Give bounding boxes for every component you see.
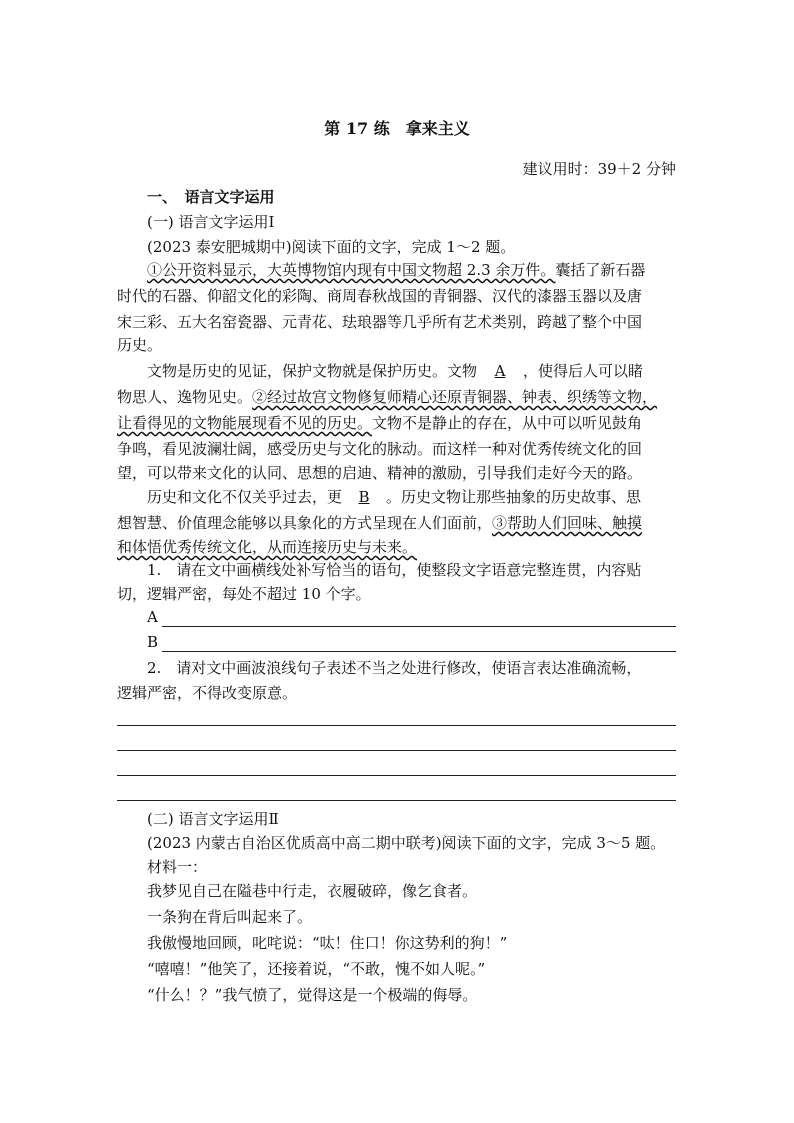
wavy-sentence-3-cont: 和体悟优秀传统文化，从而连接历史与未来。 [117, 538, 418, 556]
paragraph-1-line-4: 历史。 [117, 336, 163, 354]
question-2-line-1: 2. 请对文中画波浪线句子表述不当之处进行修改，使语言表达准确流畅， [147, 659, 642, 677]
time-hint: 建议用时：39＋2 分钟 [522, 160, 676, 178]
material-line: “嘻嘻！”他笑了，还接着说，“不敢，愧不如人呢。” [147, 960, 486, 978]
material-line: “什么！？”我气愤了，觉得这是一个极端的侮辱。 [147, 986, 478, 1004]
paragraph-text: 历史和文化不仅关乎过去，更 [147, 488, 343, 506]
paragraph-2-line-3 [117, 410, 642, 437]
paragraph-3-line-2 [117, 510, 642, 537]
material-line: 我傲慢地回顾，叱咤说：“呔！住口！你这势利的狗！” [147, 934, 508, 952]
paragraph-1-line-3: 宋三彩、五大名窑瓷器、元青花、珐琅器等几乎所有艺术类别，跨越了整个中国 [117, 313, 643, 331]
material-line: 一条狗在背后叫起来了。 [147, 908, 313, 926]
answer-line-b[interactable] [162, 651, 676, 652]
source-note-1: (2023 泰安肥城期中)阅读下面的文字，完成 1～2 题。 [147, 238, 516, 256]
page-title: 第 17 练 拿来主义 [324, 119, 470, 138]
paragraph-text: 想智慧、价值理念能够以具象化的方式呈现在人们面前， [117, 514, 493, 532]
paragraph-text: ，使得后人可以睹 [523, 362, 644, 380]
paragraph-3-line-1 [147, 484, 641, 511]
paragraph-1-line-1 [147, 257, 645, 284]
paragraph-text: 。历史文物让那些抽象的历史故事、思 [386, 488, 642, 506]
answer-line-3[interactable] [117, 775, 676, 776]
wavy-sentence-2-cont: 让看得见的文物能展现看不见的历史。 [117, 414, 373, 432]
paragraph-2-line-5: 望，可以带来文化的认同、思想的启迪、精神的激励，引导我们走好今天的路。 [117, 464, 643, 482]
subsection-heading-1: (一) 语言文字运用Ⅰ [147, 213, 275, 231]
answer-line-a[interactable] [162, 626, 676, 627]
wavy-sentence-2: ②经过故宫文物修复师精心还原青铜器、钟表、织绣等文物， [252, 388, 658, 406]
subsection-heading-2: (二) 语言文字运用Ⅱ [147, 810, 279, 828]
paragraph-text: 囊括了新石器 [555, 261, 646, 279]
answer-line-1[interactable] [117, 725, 676, 726]
paragraph-1-line-2: 时代的石器、仰韶文化的彩陶、商周春秋战国的青铜器、汉代的漆器玉器以及唐 [117, 287, 643, 305]
answer-label-a: A [147, 608, 158, 626]
blank-b: B [358, 488, 370, 506]
answer-line-2[interactable] [117, 750, 676, 751]
paragraph-2-line-1 [147, 358, 643, 385]
answer-label-b: B [147, 633, 159, 651]
question-1-line-1: 1. 请在文中画横线处补写恰当的语句，使整段文字语意完整连贯，内容贴 [147, 561, 642, 579]
wavy-sentence-3: ③帮助人们回味、触摸 [492, 514, 643, 532]
material-label: 材料一： [147, 858, 208, 876]
source-note-2: (2023 内蒙古自治区优质高中高二期中联考)阅读下面的文字，完成 3～5 题。 [147, 834, 666, 852]
material-line: 我梦见自己在隘巷中行走，衣履破碎，像乞食者。 [147, 882, 478, 900]
paragraph-text: 文物是历史的见证，保护文物就是保护历史。文物 [147, 362, 478, 380]
question-2-line-2: 逻辑严密，不得改变原意。 [117, 684, 298, 702]
paragraph-2-line-4: 争鸣，看见波澜壮阔，感受历史与文化的脉动。而这样一种对优秀传统文化的回 [117, 440, 643, 458]
question-1-line-2: 切，逻辑严密，每处不超过 10 个字。 [117, 585, 371, 603]
blank-a: A [494, 362, 506, 380]
paragraph-2-line-2 [117, 384, 657, 411]
wavy-sentence-1: ①公开资料显示，大英博物馆内现有中国文物超 2.3 余万件。 [147, 261, 556, 279]
section-heading: 一、 语言文字运用 [147, 188, 275, 206]
paragraph-text: 文物不是静止的存在，从中可以听见鼓角 [372, 414, 643, 432]
paragraph-text: 物思人、逸物见史。 [117, 388, 253, 406]
answer-line-4[interactable] [117, 800, 676, 801]
